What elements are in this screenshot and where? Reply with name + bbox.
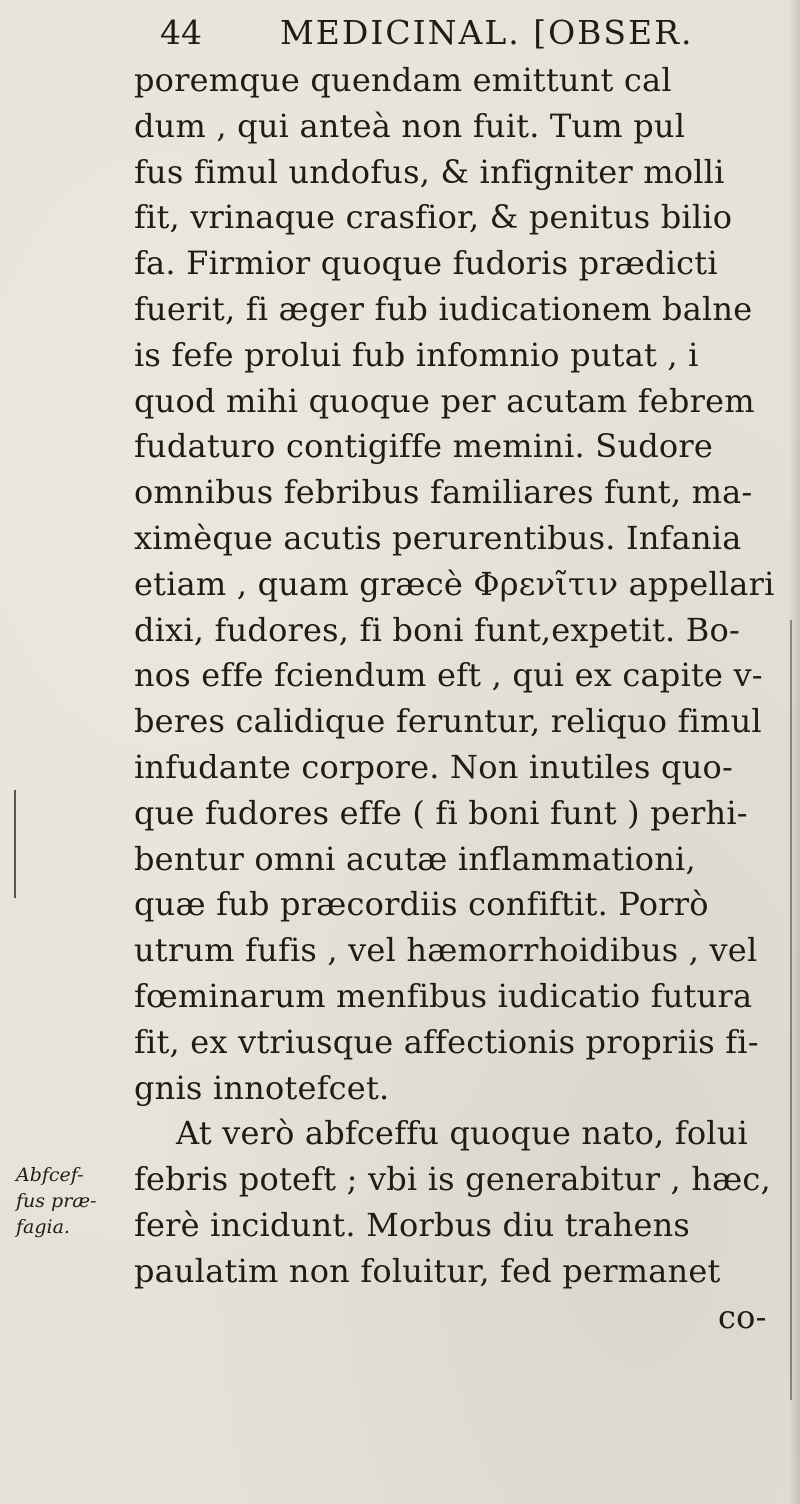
text-line: fœminarum menfibus iudicatio futura	[134, 976, 753, 1015]
page-number: 44	[160, 13, 202, 52]
text-line: At verò abfceffu quoque nato, folui	[176, 1114, 748, 1153]
running-title: MEDICINAL. [OBSER.	[280, 13, 694, 52]
text-line: febris poteft ; vbi is generabitur , hæc,	[134, 1160, 771, 1199]
margin-note	[16, 1162, 126, 1240]
text-line: paulatim non foluitur, fed permanet	[134, 1251, 721, 1290]
text-line: dixi, fudores, fi boni funt,expetit. Bo-	[134, 610, 740, 649]
text-line: fuerit, fi æger fub iudicationem balne	[134, 289, 753, 328]
text-line: fit, vrinaque crasfior, & penitus bilio	[134, 198, 733, 237]
margin-note-line: fus præ-	[16, 1190, 97, 1212]
text-line: utrum fufis , vel hæmorrhoidibus , vel	[134, 931, 758, 970]
text-line: fudaturo contigiffe memini. Sudore	[134, 427, 713, 466]
text-line: poremque quendam emittunt cal	[134, 61, 672, 99]
margin-note-line: fagia.	[16, 1216, 70, 1238]
text-line: ferè incidunt. Morbus diu trahens	[134, 1205, 691, 1244]
text-line: etiam , quam græcè Φρενῖτιν appellari	[134, 564, 775, 603]
text-line: dum , qui anteà non fuit. Tum pul	[134, 106, 686, 145]
text-line: omnibus febribus familiares funt, ma-	[134, 473, 753, 512]
text-line: que fudores effe ( fi boni funt ) perhi-	[134, 793, 748, 832]
text-line: fus fimul undofus, & infigniter molli	[134, 152, 725, 191]
page-header	[160, 8, 800, 58]
text-line: is fefe prolui fub infomnio putat , i	[134, 335, 699, 374]
margin-rule	[14, 790, 16, 898]
text-line: beres calidique feruntur, reliquo fimul	[134, 702, 762, 741]
text-line: infudante corpore. Non inutiles quo-	[134, 747, 733, 786]
text-line: quod mihi quoque per acutam febrem	[134, 381, 755, 420]
body-text	[128, 58, 800, 1340]
text-line: fit, ex vtriusque affectionis propriis fi-	[134, 1022, 759, 1061]
text-line: fa. Firmior quoque fudoris prædicti	[134, 244, 718, 283]
text-line: bentur omni acutæ inflammationi,	[134, 839, 696, 878]
text-line: nos effe fciendum eft , qui ex capite v-	[134, 656, 763, 695]
text-line: quæ fub præcordiis confiftit. Porrò	[134, 885, 709, 924]
margin-note-line: Abfcef-	[16, 1164, 84, 1186]
text-line: gnis innotefcet.	[134, 1068, 390, 1107]
catchword: co-	[718, 1297, 767, 1336]
text-line: ximèque acutis perurentibus. Infania	[134, 518, 742, 557]
